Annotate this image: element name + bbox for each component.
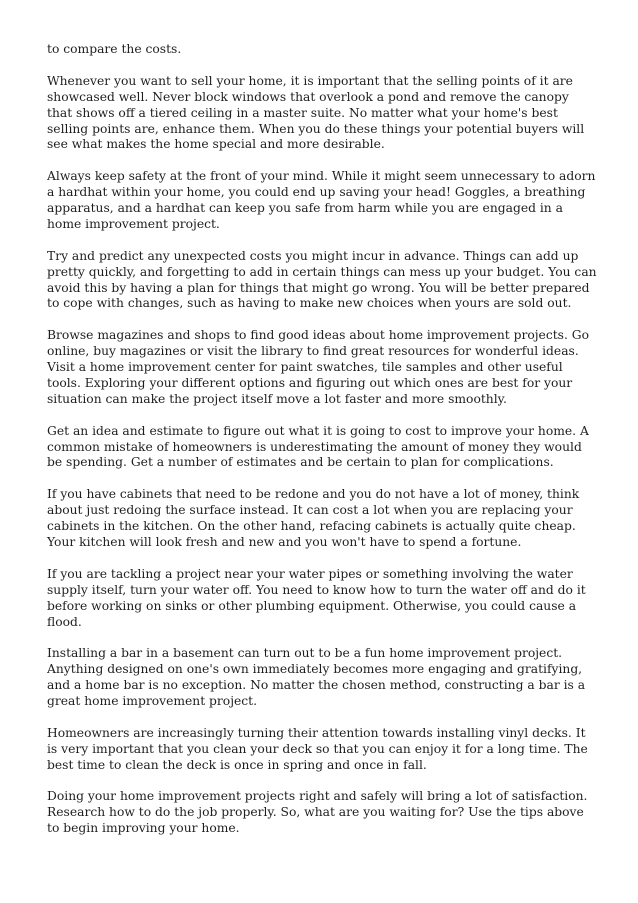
paragraph-estimates: Get an idea and estimate to figure out what it is going to cost to improve your home. A common mistake of homeowners is underestimating the amount of money they would be spending. Get a number of estimates and be certain to plan for complications.	[47, 423, 589, 470]
paragraph-continuation: to compare the costs.	[47, 42, 182, 56]
paragraph-conclusion: Doing your home improvement projects right and safely will bring a lot of satisfaction. Research how to do the job properly. So, what are you waiting for? Use the tips above to begin improving your home.	[47, 789, 588, 836]
paragraph-unexpected-costs: Try and predict any unexpected costs you might incur in advance. Things can add up pretty quickly, and forgetting to add in certain things can mess up your budget. You can avoid this by having a plan for things that might go wrong. You will be better prepared to cope with changes, such as having to make new choices when yours are sold out.	[47, 248, 597, 311]
paragraph-vinyl-decks: Homeowners are increasingly turning their attention towards installing vinyl decks. It is very important that you clean your deck so that you can enjoy it for a long time. The best time to clean the deck is once in spring and once in fall.	[47, 725, 588, 772]
paragraph-cabinets: If you have cabinets that need to be redone and you do not have a lot of money, think about just redoing the surface instead. It can cost a lot when you are replacing your cabinets in the kitchen. On the other hand, refacing cabinets is actually quite cheap. Your kitchen will look fresh and new and you won't have to spend a fortune.	[47, 487, 580, 549]
paragraph-selling-points: Whenever you want to sell your home, it is important that the selling points of it are showcased well. Never block windows that overlook a pond and remove the canopy that shows off a tiered ceiling in a master suite. No matter what your home's best selling points are, enhance them. When you do these things your potential buyers will see what makes the home special and more desirable.	[47, 73, 585, 152]
document-body	[47, 42, 597, 853]
paragraph-water-pipes: If you are tackling a project near your water pipes or something involving the water supply itself, turn your water off. You need to know how to turn the water off and do it before working on sinks or other plumbing equipment. Otherwise, you could cause a flood.	[47, 566, 586, 629]
paragraph-safety: Always keep safety at the front of your mind. While it might seem unnecessary to adorn a hardhat within your home, you could end up saving your head! Goggles, a breathing apparatus, and a hardhat can keep you safe from harm while you are engaged in a home improvement project.	[47, 169, 596, 231]
paragraph-browse-ideas: Browse magazines and shops to find good ideas about home improvement projects. Go online, buy magazines or visit the library to find great resources for wonderful ideas. Visit a home improvement center for paint swatches, tile samples and other useful tools. Exploring your different options and figuring out which ones are best for your situation can make the project itself move a lot faster and more smoothly.	[47, 328, 590, 406]
paragraph-basement-bar: Installing a bar in a basement can turn out to be a fun home improvement project. Anything designed on one's own immediately becomes more engaging and gratifying, and a home bar is no exception. No matter the chosen method, constructing a bar is a great home improvement project.	[47, 646, 586, 709]
